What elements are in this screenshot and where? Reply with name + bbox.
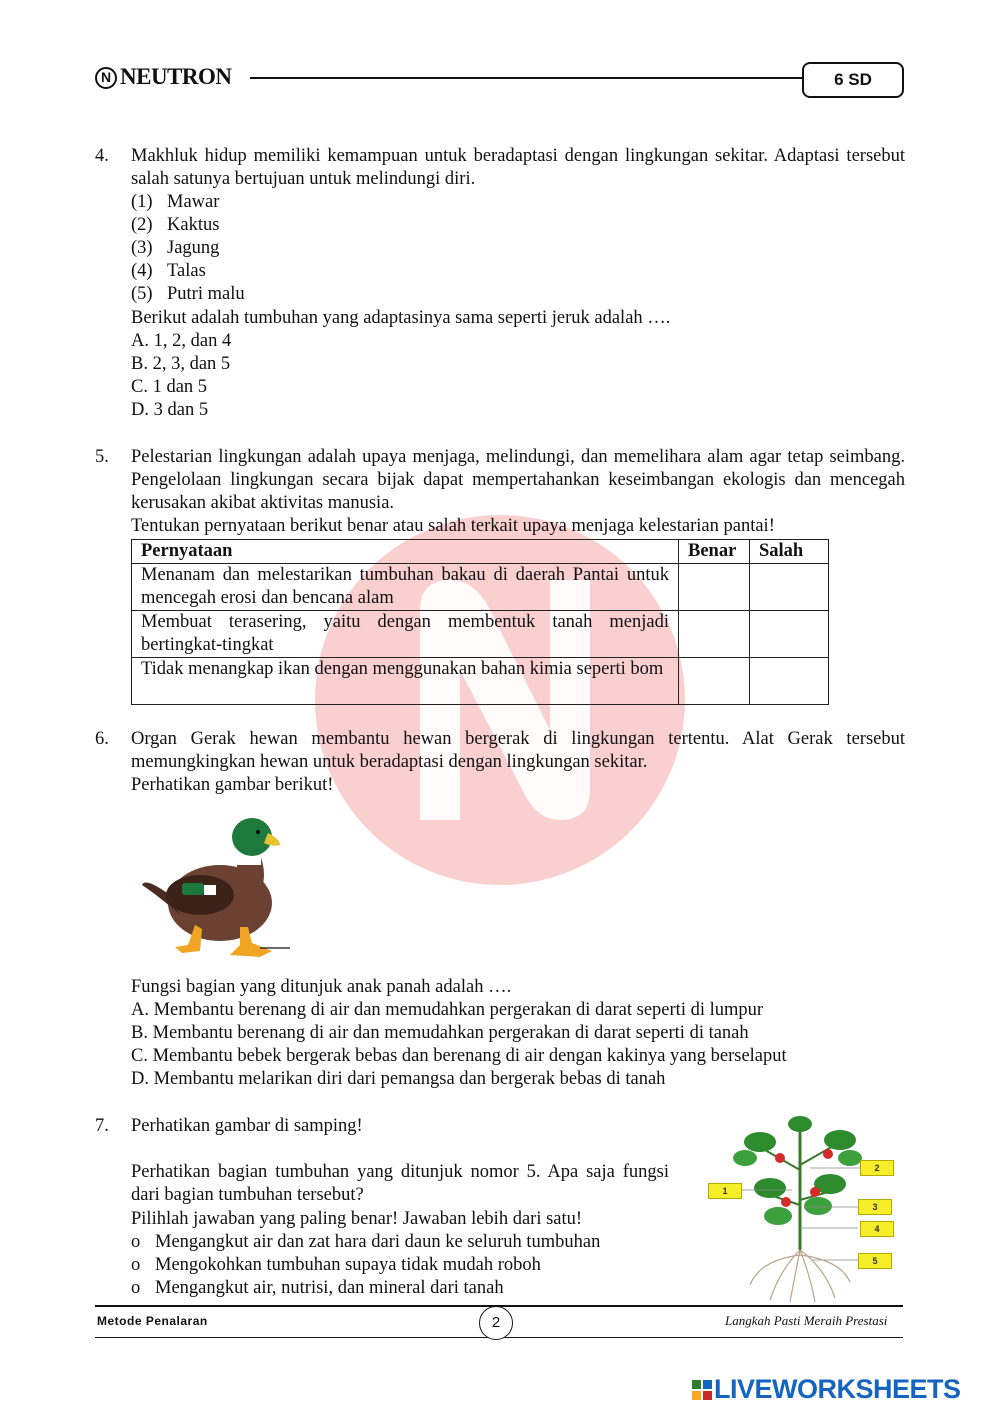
benar-cell[interactable] [679,564,750,611]
liveworksheets-logo [692,1374,992,1404]
q4-item: (1) Mawar [131,192,220,212]
header-salah: Salah [750,540,829,564]
q4-option-b[interactable]: B. 2, 3, dan 5 [131,354,231,374]
q4-question: Berikut adalah tumbuhan yang adaptasinya sama seperti jeruk adalah …. [131,308,671,328]
q6-text: Organ Gerak hewan membantu hewan bergerak di lingkungan tertentu. Alat Gerak tersebut memungkingkan hewan untuk beradaptasi dengan lingkungan sekitar. [131,729,905,772]
table-header-row [132,540,829,564]
neutron-logo-icon: N [95,67,117,89]
q4-item: (3) Jagung [131,238,220,258]
table-row [132,611,829,658]
plant-label-1: 1 [708,1183,742,1199]
q5-text: Pelestarian lingkungan adalah upaya menjaga, melindungi, dan memelihara alam agar tetap seimbang. Pengelolaan lingkungan secara bijak dapat mempertahankan keseimbangan ekologis dan mencegah kerusakan akibat aktivitas manusia. [131,447,905,513]
brand-name: NEUTRON [120,64,232,89]
table-row [132,658,829,705]
salah-cell[interactable] [750,611,829,658]
q6-question: Fungsi bagian yang ditunjuk anak panah adalah …. [131,977,512,997]
q6-number: 6. [95,729,109,749]
q4-options [131,330,231,422]
footer-left-text: Metode Penalaran [97,1314,208,1328]
header-benar: Benar [679,540,750,564]
q4-option-a[interactable]: A. 1, 2, dan 4 [131,331,232,351]
checkbox-circle-icon[interactable]: o [131,1232,141,1252]
statement-cell: Menanam dan melestarikan tumbuhan bakau di daerah Pantai untuk mencegah erosi dan bencana alam [132,564,679,611]
q4-items [131,191,245,306]
q4-number: 4. [95,146,109,166]
statement-cell: Membuat terasering, yaitu dengan membentuk tanah menjadi bertingkat-tingkat [132,611,679,658]
liveworksheets-icon [692,1380,712,1400]
benar-cell[interactable] [679,611,750,658]
footer-right-text: Langkah Pasti Meraih Prestasi [725,1313,888,1328]
q4-text: Makhluk hidup memiliki kemampuan untuk beradaptasi dengan lingkungan sekitar. Adaptasi tersebut salah satunya bertujuan untuk melindungi diri. [131,146,905,189]
q6-options [131,999,787,1091]
liveworksheets-wordmark: LIVEWORKSHEETS [714,1374,961,1404]
header-rule [250,77,802,79]
q7-option[interactable]: o Mengangkut air, nutrisi, dan mineral dari tanah [131,1278,504,1298]
plant-label-4: 4 [860,1221,894,1237]
q4-option-c[interactable]: C. 1 dan 5 [131,377,208,397]
q7-look: Perhatikan gambar di samping! [131,1116,363,1136]
q7-instruction: Pilihlah jawaban yang paling benar! Jawaban lebih dari satu! [131,1209,583,1229]
q6-option-c[interactable]: C. Membantu bebek bergerak bebas dan berenang di air dengan kakinya yang berselaput [131,1046,787,1066]
checkbox-circle-icon[interactable]: o [131,1255,141,1275]
q5-number: 5. [95,447,109,467]
plant-diagram [700,1110,900,1305]
q6-option-a[interactable]: A. Membantu berenang di air dan memudahkan pergerakan di darat seperti di lumpur [131,1000,764,1020]
q7-option[interactable]: o Mengangkut air dan zat hara dari daun ke seluruh tumbuhan [131,1232,601,1252]
q7-option[interactable]: o Mengokohkan tumbuhan supaya tidak mudah roboh [131,1255,541,1275]
benar-cell[interactable] [679,658,750,705]
q5-statement-table [131,539,829,705]
header [95,62,905,98]
plant-label-5: 5 [858,1253,892,1269]
grade-badge: 6 SD [802,62,904,98]
q4-item: (5) Putri malu [131,284,245,304]
checkbox-circle-icon[interactable]: o [131,1278,141,1298]
q7-number: 7. [95,1116,109,1136]
duck-image [140,815,295,970]
statement-cell: Tidak menangkap ikan dengan menggunakan bahan kimia seperti bom [132,658,679,705]
q4-item: (2) Kaktus [131,215,220,235]
q7-text: Perhatikan bagian tumbuhan yang ditunjuk nomor 5. Apa saja fungsi dari bagian tumbuhan tersebut? [131,1162,669,1205]
table-row [132,564,829,611]
q4-option-d[interactable]: D. 3 dan 5 [131,400,209,420]
header-pernyataan: Pernyataan [132,540,679,564]
q5-instruction: Tentukan pernyataan berikut benar atau salah terkait upaya menjaga kelestarian pantai! [131,516,775,536]
page-number: 2 [479,1306,513,1340]
q7-options [131,1231,600,1300]
q6-look: Perhatikan gambar berikut! [131,775,334,795]
q6-option-d[interactable]: D. Membantu melarikan diri dari pemangsa dan bergerak bebas di tanah [131,1069,666,1089]
salah-cell[interactable] [750,658,829,705]
plant-label-2: 2 [860,1160,894,1176]
q4-item: (4) Talas [131,261,206,281]
plant-label-3: 3 [858,1199,892,1215]
salah-cell[interactable] [750,564,829,611]
q6-option-b[interactable]: B. Membantu berenang di air dan memudahkan pergerakan di darat seperti di tanah [131,1023,749,1043]
